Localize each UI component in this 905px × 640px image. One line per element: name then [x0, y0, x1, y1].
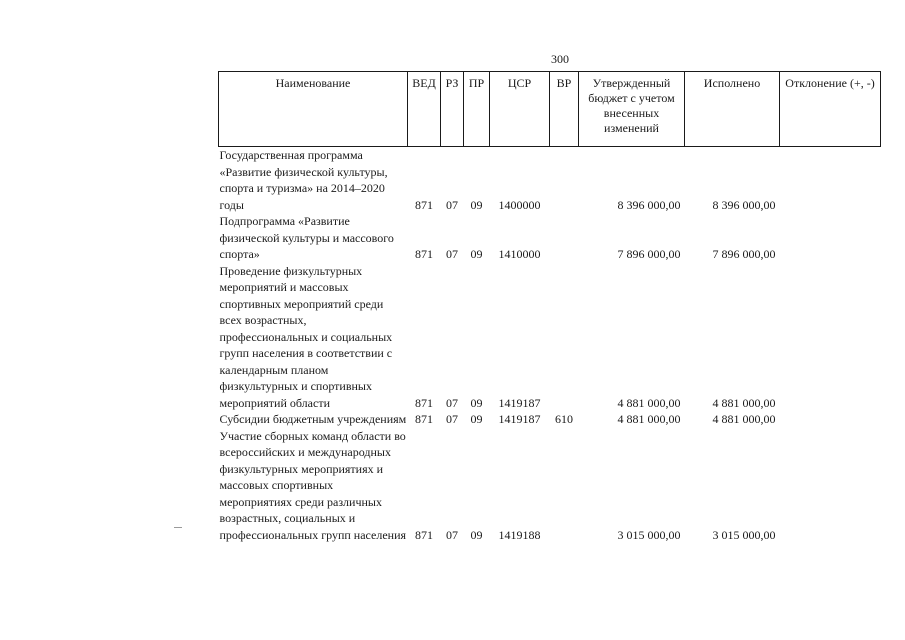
header-vr: ВР	[550, 72, 579, 147]
row-executed: 4 881 000,00	[712, 412, 776, 426]
row-rz: 07	[446, 395, 458, 410]
table-header-row	[219, 72, 881, 147]
row-rz: 07	[446, 197, 458, 212]
row-rz: 07	[446, 412, 458, 426]
header-executed: Исполнено	[685, 72, 780, 147]
header-deviation: Отклонение (+, -)	[780, 72, 881, 147]
budget-table	[218, 71, 881, 543]
row-ved: 871	[415, 395, 433, 410]
row-pr: 09	[470, 412, 483, 426]
row-csr: 1419188	[498, 527, 541, 542]
scan-mark	[174, 527, 182, 528]
row-name: Подпрограмма «Развитие физической культуры и массового спорта»	[219, 214, 394, 261]
row-name: Проведение физкультурных мероприятий и массовых спортивных мероприятий среди всех возрастных, профессиональных и социальных групп населения в соответствии с календарным планом физкультурных и спортивных мероприятий области	[219, 263, 393, 410]
row-executed: 3 015 000,00	[712, 527, 776, 542]
row-csr: 1419187	[498, 395, 541, 410]
row-rz: 07	[446, 527, 458, 542]
header-ved: ВЕД	[408, 72, 441, 147]
row-csr: 1410000	[498, 247, 541, 261]
row-pr: 09	[470, 527, 483, 542]
row-deviation	[780, 213, 881, 263]
table-row	[219, 213, 881, 263]
row-executed: 4 881 000,00	[712, 395, 776, 410]
row-vr	[550, 213, 579, 263]
page-number: 300	[551, 52, 569, 66]
row-deviation	[780, 263, 881, 412]
row-ved: 871	[415, 247, 433, 261]
header-pr: ПР	[464, 72, 490, 147]
row-deviation	[780, 147, 881, 214]
header-csr: ЦСР	[490, 72, 550, 147]
row-vr	[550, 263, 579, 412]
row-vr	[550, 147, 579, 214]
row-approved: 4 881 000,00	[617, 395, 681, 410]
header-rz: РЗ	[441, 72, 464, 147]
table-row	[219, 147, 881, 214]
row-pr: 09	[470, 395, 483, 410]
header-approved: Утвержденный бюджет с учетом внесенных изменений	[579, 72, 685, 147]
row-pr: 09	[470, 197, 483, 212]
row-name: Государственная программа «Развитие физической культуры, спорта и туризма» на 2014–2020 годы	[219, 148, 388, 212]
row-csr: 1419187	[498, 412, 541, 426]
header-name: Наименование	[219, 72, 408, 147]
row-pr: 09	[470, 247, 483, 261]
row-approved: 8 396 000,00	[617, 197, 681, 212]
row-approved: 4 881 000,00	[617, 412, 681, 426]
row-name: Участие сборных команд области во всероссийских и международных физкультурных мероприятиях и массовых спортивных мероприятиях среди различных возрастных, социальных и профессиональных групп населения	[219, 428, 407, 542]
row-ved: 871	[415, 197, 433, 212]
row-deviation	[780, 411, 881, 428]
table-row	[219, 428, 881, 544]
row-executed: 8 396 000,00	[712, 197, 776, 212]
row-ved: 871	[415, 412, 433, 426]
row-approved: 7 896 000,00	[617, 247, 681, 261]
table-row	[219, 263, 881, 412]
row-name: Субсидии бюджетным учреждениям	[219, 412, 407, 426]
row-vr: 610	[555, 412, 573, 426]
row-vr	[550, 428, 579, 544]
row-executed: 7 896 000,00	[712, 247, 776, 261]
row-approved: 3 015 000,00	[617, 527, 681, 542]
row-csr: 1400000	[498, 197, 541, 212]
row-ved: 871	[415, 527, 433, 542]
row-deviation	[780, 428, 881, 544]
table-row	[219, 411, 881, 428]
row-rz: 07	[446, 247, 458, 261]
